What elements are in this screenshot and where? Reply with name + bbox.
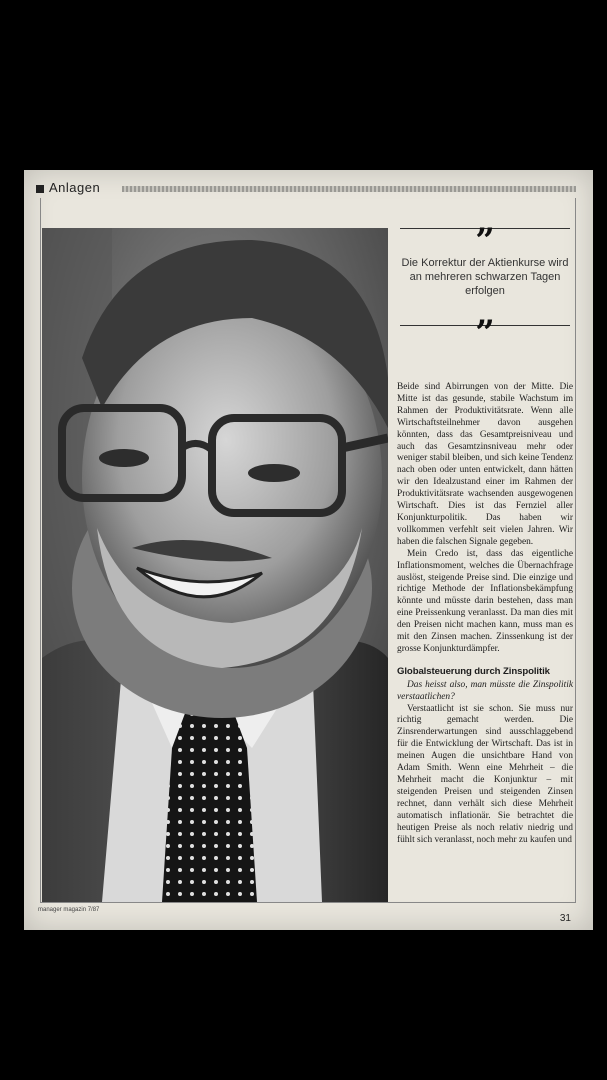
- portrait-photo: [42, 228, 388, 902]
- article-paragraph: Verstaatlicht ist sie schon. Sie muss nur richtig gemacht werden. Die Zinsrenderwartungen sind ausschlaggebend für die Entwicklung der Wirtschaft. Das ist in meinen Augen die unsichtbare Hand von Adam Smith. Wenn eine Mehrheit – die Mehrheit macht die Konjunktur – mit steigenden Preisen und steigenden Zinsen rechnet, dann verhält sich diese Mehrheit automatisch inflationär. Sie betrachtet die heutigen Preise als noch relativ niedrig und fühlt sich veranlasst, noch mehr zu kaufen und: [397, 703, 573, 845]
- section-square-icon: [36, 185, 44, 193]
- interview-question: Das heisst also, man müsste die Zinspolitik verstaatlichen?: [397, 679, 573, 702]
- page-number: 31: [559, 913, 571, 924]
- article-column: [397, 382, 573, 846]
- header-rule: [122, 186, 576, 192]
- section-header: [36, 182, 576, 196]
- magazine-page: [24, 170, 593, 930]
- pull-quote-text: Die Korrektur der Aktienkurse wird an mehreren schwarzen Tagen erfolgen: [401, 257, 569, 297]
- portrait-illustration: [42, 228, 388, 902]
- section-label: Anlagen: [49, 180, 101, 195]
- quote-close-icon: ”: [475, 313, 495, 353]
- article-paragraph: Mein Credo ist, dass das eigentliche Inflationsmoment, welches die Übernachfrage auslöst, steigende Preise sind. Die einzige und richtige Methode der Inflationsbekämpfung könnte und müsste darin bestehen, dass man eine Preissenkung veranlasst. Da man dies mit den Preisen nicht machen kann, muss man es mit den Zinsen machen. Zinssenkung ist der grosse Konjunkturdämpfer.: [397, 548, 573, 654]
- footer-publication: [38, 907, 99, 913]
- quote-open-icon: ”: [475, 221, 495, 261]
- issue-number: 7/87: [87, 907, 100, 913]
- article-subheading: Globalsteuerung durch Zinspolitik: [397, 665, 550, 677]
- article-paragraph: Beide sind Abirrungen von der Mitte. Die Mitte ist das gesunde, stabile Wachstum im Rahmen der Produktivitätsrate. Wenn alle Wirtschaftsteilnehmer davon ausgehen könnten, dass das Gesamtpreisniveau und auch das Gesamtzinsniveau mehr oder weniger stabil bleiben, und sich keine Tendenz nach oben oder unten entwickelt, dann hätten wir den Idealzustand einer im Rahmen der Produktivitätsrate wachsenden ausgewogenen Wirtschaft. Dies ist das Fernziel aller Konjunkturpolitik. Das haben wir vollkommen verfehlt seit vielen Jahren. Wir haben die falschen Signale gegeben.: [397, 382, 573, 547]
- publication-name: manager magazin: [38, 907, 87, 913]
- pull-quote: [400, 221, 570, 368]
